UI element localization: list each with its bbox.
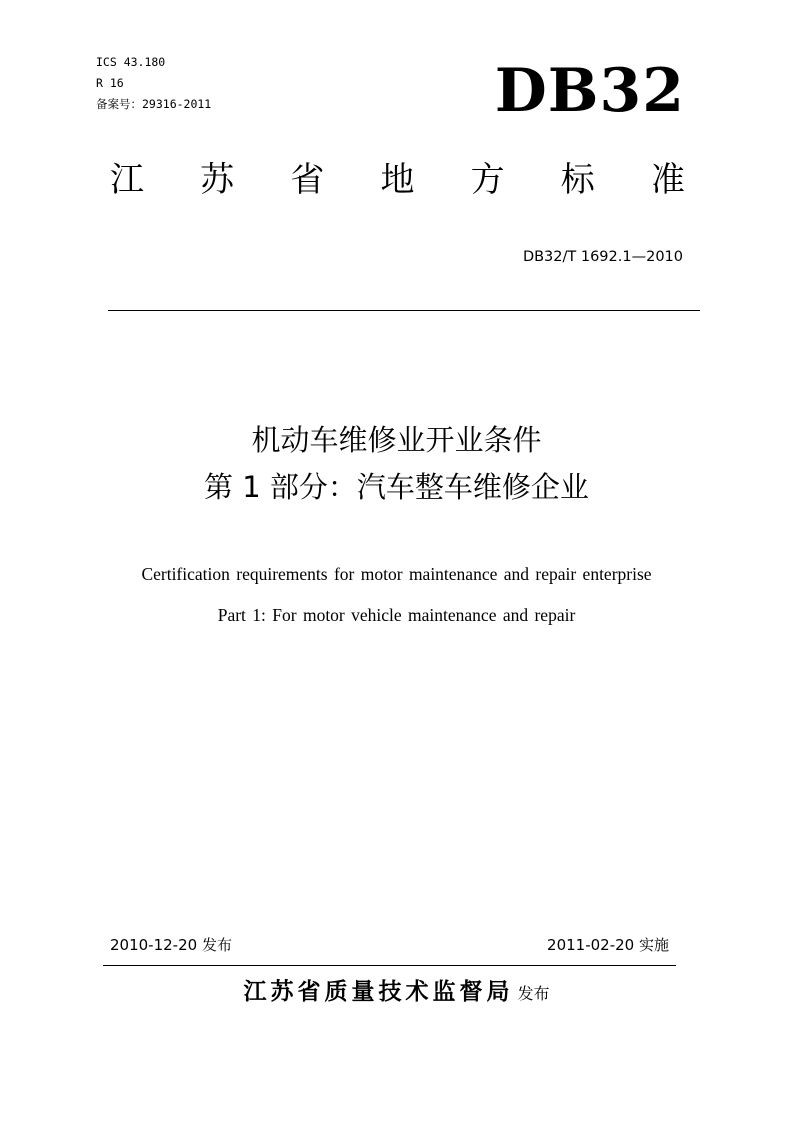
category-char: 苏: [200, 160, 235, 200]
record-number: 备案号：29316-2011: [96, 97, 212, 111]
standard-code: DB32/T 1692.1—2010: [522, 249, 683, 265]
zh-title-line2: 第 1 部分：汽车整车维修企业: [204, 470, 589, 504]
zh-title-line1: 机动车维修业开业条件: [251, 423, 542, 457]
category-char: 江: [110, 160, 144, 200]
ics-code: ICS 43.180: [96, 55, 166, 69]
en-title-line2: Part 1: For motor vehicle maintenance and repair: [217, 605, 576, 625]
category-char: 方: [470, 160, 505, 200]
standard-category-title: [110, 160, 685, 200]
issuer-action: 发布: [517, 984, 550, 1003]
category-char: 省: [290, 160, 325, 200]
issuer-name: 江苏省质量技术监督局: [243, 979, 514, 1005]
category-char: 地: [380, 160, 415, 200]
footer-divider: [103, 965, 676, 966]
category-char: 标: [560, 160, 595, 200]
implement-date: 2011-02-20 实施: [547, 936, 669, 954]
issue-date: 2010-12-20 发布: [110, 936, 232, 954]
ccs-code: R 16: [96, 76, 124, 90]
category-char: 准: [650, 160, 685, 200]
db32-logo: DB32: [494, 56, 685, 126]
en-title-line1: Certification requirements for motor maintenance and repair enterprise: [141, 564, 652, 584]
issuer-line: [0, 976, 793, 1010]
header-divider: [108, 310, 700, 311]
